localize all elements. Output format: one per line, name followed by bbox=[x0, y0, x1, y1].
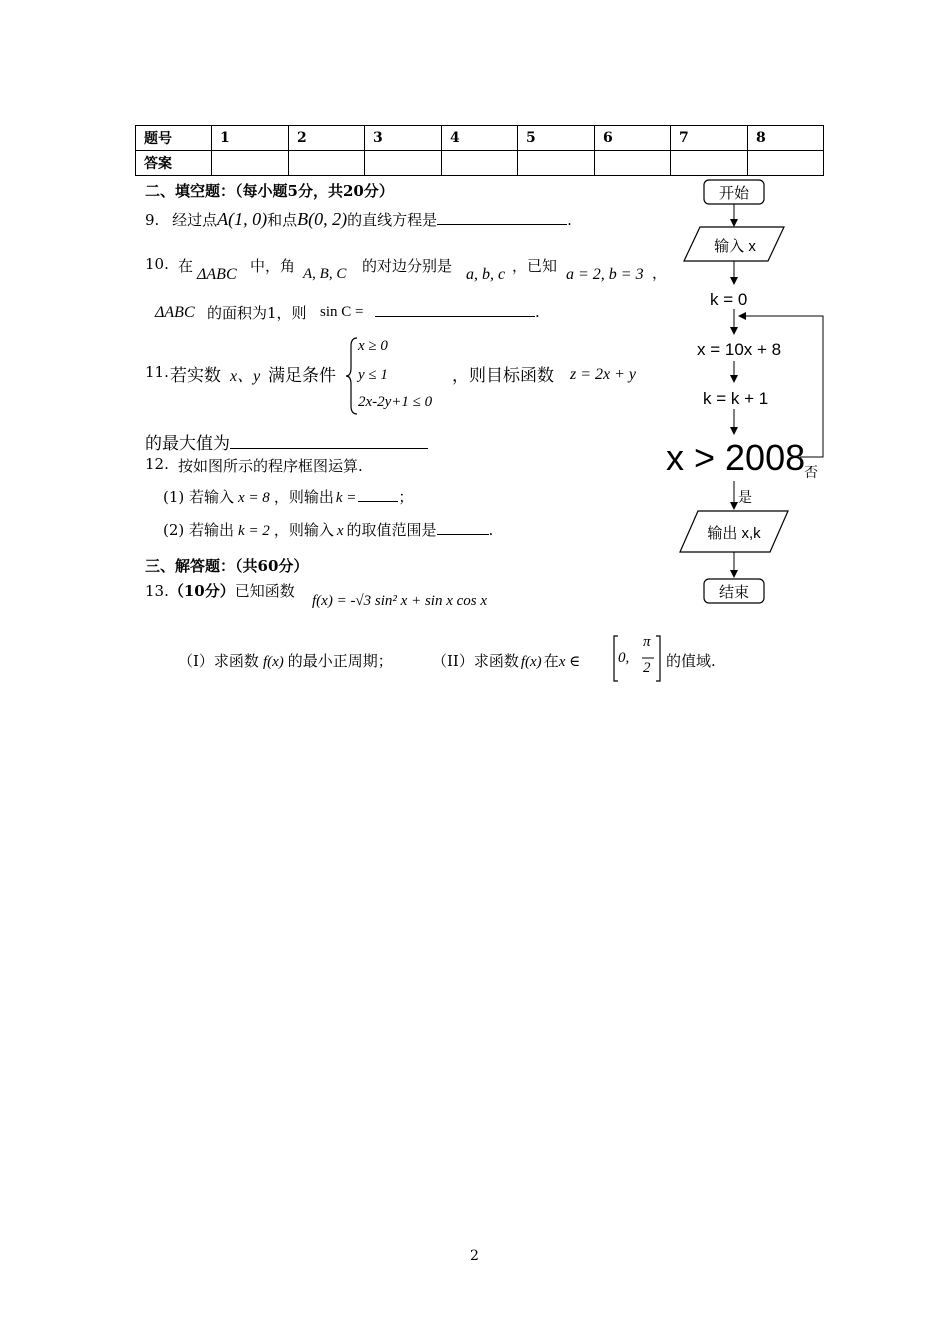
q11-condition-2: y ≤ 1 bbox=[358, 367, 388, 383]
q12-p1-x: x = 8 bbox=[238, 490, 270, 506]
q11-condition-3: 2x-2y+1 ≤ 0 bbox=[358, 394, 433, 410]
answer-label: 答案 bbox=[136, 151, 212, 176]
q13-part2-x: x ∈ bbox=[558, 654, 581, 670]
answer-cell[interactable] bbox=[748, 151, 824, 176]
q13-part1-f: f(x) bbox=[262, 654, 284, 670]
flowchart-yes-label: 是 bbox=[738, 490, 752, 506]
q11-answer-blank[interactable] bbox=[230, 448, 428, 449]
q13-part1 bbox=[178, 650, 393, 671]
question-number: 3 bbox=[365, 126, 442, 151]
flowchart-end: 结束 bbox=[718, 584, 749, 601]
flowchart-output: 输出 x,k bbox=[707, 525, 761, 542]
q10-triangle-2: ΔABC bbox=[155, 304, 195, 321]
question-9 bbox=[145, 209, 572, 230]
q12-p1-a: (1) 若输入 bbox=[163, 488, 235, 506]
q9-text3: 的直线方程是 bbox=[347, 211, 438, 229]
flowchart-condition: x > 2008 bbox=[666, 437, 806, 478]
q13-score: （10分） bbox=[168, 582, 235, 600]
q12-p2-x: x bbox=[336, 523, 344, 539]
question-number: 7 bbox=[671, 126, 748, 151]
flowchart-input: 输入 x bbox=[714, 238, 756, 255]
flowchart-init: k = 0 bbox=[710, 290, 748, 309]
q12-p1-blank[interactable] bbox=[358, 501, 398, 502]
q10-sides: a, b, c bbox=[466, 266, 506, 283]
q13-part2-text bbox=[432, 650, 580, 671]
question-number: 2 bbox=[289, 126, 365, 151]
q12-part2 bbox=[163, 519, 493, 540]
q10-comma: ， bbox=[652, 264, 668, 282]
question-number: 6 bbox=[595, 126, 671, 151]
q11-text1: 若实数 bbox=[170, 366, 221, 386]
q10-blank-line[interactable] bbox=[375, 303, 540, 321]
q11-condition-1: x ≥ 0 bbox=[358, 338, 388, 354]
section3-title: 三、解答题：（共60分） bbox=[145, 557, 309, 575]
q11-line2 bbox=[145, 429, 428, 454]
q11-line2-text: 的最大值为 bbox=[145, 434, 230, 454]
q12-p1-k: k = bbox=[335, 490, 357, 506]
q9-text1: 经过点 bbox=[172, 211, 218, 229]
left-brace-icon bbox=[345, 336, 359, 416]
q9-number: 9. bbox=[145, 211, 160, 229]
answer-cell[interactable] bbox=[365, 151, 442, 176]
q13-number: 13. bbox=[145, 582, 169, 600]
q12-p2-c: 的取值范围是 bbox=[346, 521, 437, 539]
section2-title: 二、填空题：（每小题5分，共20分） bbox=[145, 182, 394, 200]
q9-pointA: A(1, 0) bbox=[217, 209, 268, 229]
page-number: 2 bbox=[470, 1248, 479, 1264]
q12-number: 12. bbox=[145, 455, 169, 473]
q13-part2-a: （II）求函数 bbox=[432, 652, 519, 670]
answer-table bbox=[135, 125, 824, 176]
q13-text: 已知函数 bbox=[234, 582, 295, 600]
answer-cell[interactable] bbox=[671, 151, 748, 176]
q10-end: . bbox=[535, 303, 540, 321]
q10-text2: 中，角 bbox=[250, 257, 296, 275]
q12-p2-k: k = 2 bbox=[238, 523, 270, 539]
q10-given: a = 2, b = 3 bbox=[566, 266, 644, 283]
q10-angles: A, B, C bbox=[303, 266, 347, 282]
flowchart-assign-k: k = k + 1 bbox=[703, 389, 769, 408]
question-number: 5 bbox=[518, 126, 595, 151]
question-number: 1 bbox=[212, 126, 289, 151]
q10-text1: 在 bbox=[178, 257, 194, 275]
q10-text4: ，已知 bbox=[512, 257, 558, 275]
q11-text2: 满足条件 bbox=[268, 366, 336, 386]
q11-vars: x、y bbox=[230, 368, 261, 385]
q9-pointB: B(0, 2) bbox=[297, 209, 348, 229]
question-number: 4 bbox=[442, 126, 518, 151]
interval-two: 2 bbox=[643, 660, 651, 676]
q13-part2-b: 在 bbox=[543, 652, 559, 670]
q13-part2-end: 的值域. bbox=[666, 652, 716, 670]
q13-function: f(x) = -√3 sin² x + sin x cos x bbox=[312, 593, 488, 609]
q11-objective: z = 2x + y bbox=[570, 366, 637, 383]
q11-number: 11. bbox=[145, 363, 169, 381]
q12-p2-a: (2) 若输出 bbox=[163, 521, 235, 539]
question-number: 8 bbox=[748, 126, 824, 151]
q9-end: . bbox=[567, 211, 572, 229]
q10-triangle: ΔABC bbox=[197, 266, 237, 283]
interval-pi: π bbox=[643, 634, 651, 650]
q12-p2-end: . bbox=[488, 521, 494, 539]
q9-text2: 和点 bbox=[267, 211, 298, 229]
answer-cell[interactable] bbox=[442, 151, 518, 176]
q12-p1-b: ，则输出 bbox=[273, 488, 334, 506]
q13-part2-f: f(x) bbox=[520, 654, 542, 670]
q10-sinC-text: sin C = bbox=[320, 304, 364, 320]
q13-part1-b: 的最小正周期； bbox=[287, 652, 393, 670]
table-row bbox=[136, 151, 824, 176]
answer-cell[interactable] bbox=[289, 151, 365, 176]
q10-text3: 的对边分别是 bbox=[362, 257, 453, 275]
header-label: 题号 bbox=[136, 126, 212, 151]
q12-part1 bbox=[163, 486, 413, 507]
q10-number: 10. bbox=[145, 255, 169, 273]
q13-header bbox=[145, 580, 295, 601]
q10-text5: 的面积为1，则 bbox=[207, 304, 307, 322]
q10-sinC bbox=[320, 304, 363, 321]
flowchart-assign-x: x = 10x + 8 bbox=[697, 340, 782, 359]
flowchart-no-label: 否 bbox=[804, 465, 818, 481]
q13-part1-a: （I）求函数 bbox=[178, 652, 259, 670]
flowchart-start: 开始 bbox=[718, 185, 749, 202]
q12-p2-b: ，则输入 bbox=[273, 521, 334, 539]
answer-cell[interactable] bbox=[595, 151, 671, 176]
answer-cell[interactable] bbox=[518, 151, 595, 176]
q11-text3: ，则目标函数 bbox=[452, 366, 554, 386]
q9-answer-blank[interactable] bbox=[437, 224, 567, 225]
table-row bbox=[136, 126, 824, 151]
q12-text: 按如图所示的程序框图运算. bbox=[178, 457, 363, 475]
answer-cell[interactable] bbox=[212, 151, 289, 176]
q12-p2-blank[interactable] bbox=[437, 534, 489, 535]
interval-left: 0, bbox=[618, 650, 630, 666]
q12-p1-end: ； bbox=[398, 488, 414, 506]
